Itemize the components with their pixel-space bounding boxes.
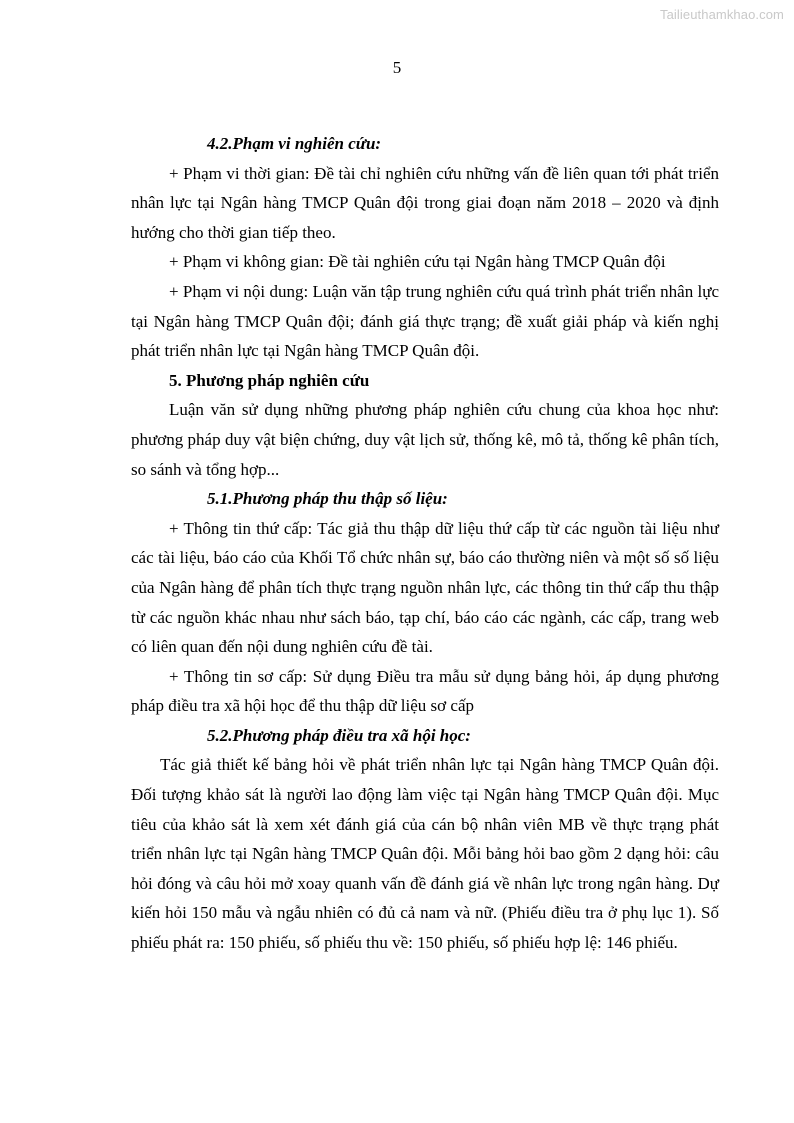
watermark: Tailieuthamkhao.com <box>659 7 784 22</box>
paragraph-survey: Tác giả thiết kế bảng hỏi về phát triển nhân lực tại Ngân hàng TMCP Quân đội. Đối tượng khảo sát là người lao động làm việc tại Ngân hàng TMCP Quân đội. Mục tiêu của khảo sát là xem xét đánh giá của cán bộ nhân viên MB về thực trạng phát triển nhân lực tại Ngân hàng TMCP Quân đội. Mỗi bảng hỏi bao gồm 2 dạng hỏi: câu hỏi đóng và câu hỏi mở xoay quanh vấn đề đánh giá về nhân lực trong ngân hàng. Dự kiến hỏi 150 mẫu và ngẫu nhiên có đủ cả nam và nữ. (Phiếu điều tra ở phụ lục 1). Số phiếu phát ra: 150 phiếu, số phiếu thu về: 150 phiếu, số phiếu hợp lệ: 146 phiếu. <box>131 755 719 953</box>
paragraph-methods: Luận văn sử dụng những phương pháp nghiên cứu chung của khoa học như: phương pháp duy vật biện chứng, duy vật lịch sử, thống kê, mô tả, thống kê phân tích, so sánh và tổng hợp... <box>131 400 719 479</box>
paragraph-scope-content: + Phạm vi nội dung: Luận văn tập trung nghiên cứu quá trình phát triển nhân lực tại Ngân hàng TMCP Quân đội; đánh giá thực trạng; đề xuất giải pháp và kiến nghị phát triển nhân lực tại Ngân hàng TMCP Quân đội. <box>131 281 719 361</box>
heading-4-2-title: Phạm vi nghiên cứu: <box>232 134 382 153</box>
heading-5: 5. Phương pháp nghiên cứu <box>169 370 370 390</box>
paragraph-secondary-info: + Thông tin thứ cấp: Tác giả thu thập dữ liệu thứ cấp từ các nguồn tài liệu như các tài liệu, báo cáo của Khối Tổ chức nhân sự, báo cáo thường niên và một số số liệu của Ngân hàng để phân tích thực trạng nguồn nhân lực, các thông tin thứ cấp thu thập từ các nguồn khác nhau như sách báo, tạp chí, báo cáo các ngành, các cấp, trang web có liên quan đến nội dung nghiên cứu đề tài. <box>131 518 719 657</box>
heading-5-2-title: Phương pháp điều tra xã hội học: <box>232 725 471 745</box>
paragraph-primary-info: + Thông tin sơ cấp: Sử dụng Điều tra mẫu sử dụng bảng hỏi, áp dụng phương pháp điều tra xã hội học để thu thập dữ liệu sơ cấp <box>131 666 719 716</box>
paragraph-scope-space: + Phạm vi không gian: Đề tài nghiên cứu tại Ngân hàng TMCP Quân đội <box>169 252 666 272</box>
heading-4-2-number: 4.2. <box>207 134 233 153</box>
heading-5-2-number: 5.2. <box>207 725 233 745</box>
heading-4-2 <box>131 129 719 159</box>
heading-5-1-title: Phương pháp thu thập số liệu: <box>232 489 448 509</box>
heading-5-2 <box>131 721 719 751</box>
heading-5-1 <box>131 484 719 514</box>
paragraph-scope-time: + Phạm vi thời gian: Đề tài chỉ nghiên cứu những vấn đề liên quan tới phát triển nhân lực tại Ngân hàng TMCP Quân đội trong giai đoạn năm 2018 – 2020 và định hướng cho thời gian tiếp theo. <box>131 163 719 242</box>
document-body <box>131 129 719 958</box>
page-number: 5 <box>392 58 402 77</box>
heading-5-1-number: 5.1. <box>207 489 233 509</box>
